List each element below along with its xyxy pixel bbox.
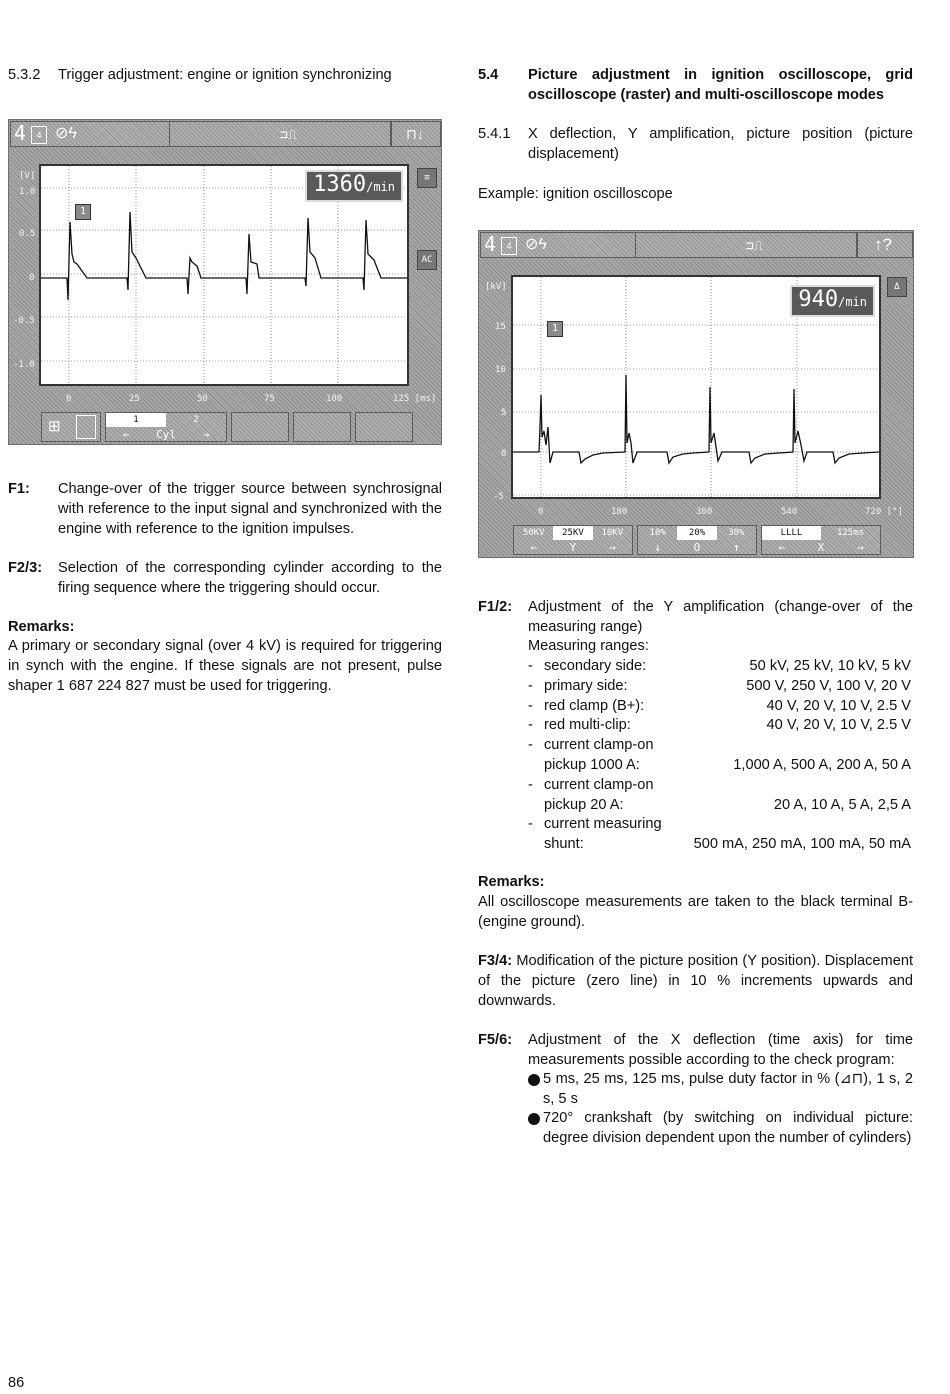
left-f23-label: F2/3: xyxy=(8,560,43,576)
right-f34-paragraph xyxy=(478,952,913,1011)
range-name-line1: current measuring xyxy=(544,816,662,833)
x-mode-125ms[interactable]: 125ms xyxy=(836,528,865,538)
left-scope-cyl-count: 4 xyxy=(14,121,27,145)
left-f1-text: Change-over of the trigger source between synchrosignal with reference to the input signal and synchronized with the engine with reference to the ignition impulses. xyxy=(58,481,442,537)
range-row xyxy=(528,716,911,736)
range-value: 40 V, 20 V, 10 V, 2.5 V xyxy=(766,717,911,734)
right-x-tick-3: 540 xyxy=(781,507,798,517)
range-row xyxy=(528,796,911,816)
right-f12-text: Adjustment of the Y amplification (change-over of the measuring range) xyxy=(528,599,913,635)
right-y-tick-2: 5 xyxy=(501,408,507,418)
left-remarks-text: A primary or secondary signal (over 4 kV) is required for triggering in synch with the engine. If these signals are not present, pulse shaper 1 687 224 827 must be used for triggering. xyxy=(8,638,442,694)
x-key-bottom xyxy=(762,541,880,555)
y-amplification-key[interactable] xyxy=(513,525,633,555)
right-section-title: Picture adjustment in ignition oscilloscope, grid oscilloscope (raster) and multi-oscilloscope modes xyxy=(528,67,913,103)
range-dash: - xyxy=(528,816,533,833)
waveform-mode-icon: ⊐⎍ xyxy=(280,128,297,143)
range-row xyxy=(528,815,911,835)
range-row xyxy=(528,835,911,855)
right-scope-side-icon: Δ xyxy=(887,277,907,297)
x-key-top xyxy=(762,526,880,540)
cyl-key-2[interactable]: 2 xyxy=(193,415,199,425)
left-rpm-unit: /min xyxy=(366,180,395,194)
right-y-tick-1: 10 xyxy=(495,365,506,375)
left-x-tick-1: 25 xyxy=(129,394,140,404)
left-x-tick-3: 75 xyxy=(264,394,275,404)
range-row xyxy=(528,756,911,776)
o-offset-20[interactable]: 20% xyxy=(677,526,716,540)
range-name-line2: pickup 20 A: xyxy=(544,796,624,813)
range-value: 1,000 A, 500 A, 200 A, 50 A xyxy=(733,756,911,773)
cyl-key-1[interactable]: 1 xyxy=(106,413,166,427)
y-key-bottom xyxy=(514,541,632,555)
right-scope-top-bar xyxy=(479,231,913,259)
raster-mode-key[interactable] xyxy=(41,412,101,442)
right-f56-bullet-1 xyxy=(528,1070,913,1110)
right-sub-title: X deflection, Y amplification, picture position (picture displacement) xyxy=(528,126,913,162)
o-label: O xyxy=(693,541,701,554)
right-section-number: 5.4 xyxy=(478,67,499,83)
raster-icon: ⊞ xyxy=(48,418,61,435)
right-example-label: Example: ignition oscilloscope xyxy=(478,186,673,202)
right-scope-help-cell xyxy=(857,232,913,258)
x-deflection-key[interactable] xyxy=(761,525,881,555)
right-y-tick-0: 15 xyxy=(495,322,506,332)
left-y-tick-2: 0 xyxy=(29,273,35,283)
o-offset-30[interactable]: 30% xyxy=(728,528,745,538)
o-key-top xyxy=(638,526,756,540)
range-row xyxy=(528,736,911,756)
y-range-25kv[interactable]: 25KV xyxy=(553,526,592,540)
bullet-text: 720° crankshaft (by switching on individual picture: degree division dependent upon the number of cylinders) xyxy=(543,1110,913,1146)
y-range-50kv[interactable]: 50KV xyxy=(522,528,545,538)
range-row xyxy=(528,677,911,697)
range-dash: - xyxy=(528,776,533,793)
cylinder-select-key[interactable] xyxy=(105,412,227,442)
left-scope-cylinder-marker: 1 xyxy=(75,204,91,220)
right-oscilloscope-screen xyxy=(478,230,914,558)
left-y-tick-1: 0.5 xyxy=(19,229,36,239)
right-scope-mode-cell xyxy=(635,232,857,258)
empty-key-2[interactable] xyxy=(293,412,351,442)
range-value: 500 mA, 250 mA, 100 mA, 50 mA xyxy=(693,836,911,853)
cyl-key-top xyxy=(106,413,226,427)
left-scope-cyl-sub: 4 xyxy=(31,126,47,144)
help-icon: ↑? xyxy=(874,235,892,254)
left-scope-top-bar xyxy=(9,120,441,148)
range-value: 50 kV, 25 kV, 10 kV, 5 kV xyxy=(749,658,911,674)
y-right-arrow[interactable]: → xyxy=(609,541,616,554)
o-key-bottom xyxy=(638,541,756,555)
left-remarks-heading: Remarks: xyxy=(8,619,75,635)
left-section-heading xyxy=(8,66,448,86)
x-left-arrow[interactable]: ← xyxy=(778,541,785,554)
measuring-ranges-list xyxy=(528,657,911,855)
y-label: Y xyxy=(569,541,577,554)
cyl-prev-arrow[interactable]: ← xyxy=(122,428,130,441)
x-mode-raster[interactable]: LLLL xyxy=(762,526,821,540)
x-right-arrow[interactable]: → xyxy=(857,541,864,554)
right-x-tick-0: 0 xyxy=(538,507,544,517)
right-f34-text: Modification of the picture position (Y position). Displacement of the picture (zero line) in 10 % increments upwards and downwards. xyxy=(478,953,913,1009)
right-remarks-heading: Remarks: xyxy=(478,874,545,890)
page-number: 86 xyxy=(8,1375,25,1391)
range-dash: - xyxy=(528,737,533,754)
range-row xyxy=(528,776,911,796)
left-y-tick-3: -0.5 xyxy=(13,316,35,326)
y-key-top xyxy=(514,526,632,540)
left-x-tick-2: 50 xyxy=(197,394,208,404)
left-scope-rpm-display xyxy=(305,170,403,202)
right-remarks-text: All oscilloscope measurements are taken to the black terminal B- (engine ground). xyxy=(478,894,913,930)
range-name-line1: current clamp-on xyxy=(544,776,654,793)
trigger-icon: ⊓↓ xyxy=(406,126,424,142)
left-x-tick-5: 125 [ms] xyxy=(393,394,437,404)
range-dash: - xyxy=(528,677,533,694)
range-row xyxy=(528,657,911,677)
range-name-line2: shunt: xyxy=(544,836,584,853)
right-f56-text: Adjustment of the X deflection (time axis) for time measurements possible according to the check program: xyxy=(528,1032,913,1068)
right-x-tick-1: 180 xyxy=(611,507,628,517)
left-y-tick-4: -1.0 xyxy=(13,360,35,370)
x-label: X xyxy=(817,541,825,554)
range-dash: - xyxy=(528,717,533,734)
right-rpm-unit: /min xyxy=(838,295,867,309)
range-name: secondary side: xyxy=(544,658,647,674)
o-offset-10[interactable]: 10% xyxy=(649,528,666,538)
left-section-title: Trigger adjustment: engine or ignition synchronizing xyxy=(58,67,392,83)
o-up-arrow[interactable]: ↑ xyxy=(733,541,740,554)
right-f12-label: F1/2: xyxy=(478,599,513,615)
left-y-unit: [V] xyxy=(19,171,36,181)
range-value: 500 V, 250 V, 100 V, 20 V xyxy=(746,677,911,694)
left-scope-mode-cell xyxy=(169,121,391,147)
left-rpm-value: 1360 xyxy=(313,172,367,197)
right-f56-label: F5/6: xyxy=(478,1032,513,1048)
o-down-arrow[interactable]: ↓ xyxy=(654,541,661,554)
range-dash: - xyxy=(528,697,533,714)
range-dash: - xyxy=(528,658,533,674)
range-name-line1: current clamp-on xyxy=(544,737,654,754)
right-scope-cyl-cell xyxy=(480,232,636,258)
range-row xyxy=(528,697,911,717)
left-scope-trig-cell xyxy=(391,121,441,147)
bullet-icon xyxy=(528,1113,540,1125)
right-scope-rpm-display xyxy=(790,285,875,317)
empty-key-1[interactable] xyxy=(231,412,289,442)
right-f56-bullet-2 xyxy=(528,1109,913,1149)
left-x-tick-4: 100 xyxy=(326,394,343,404)
range-value: 20 A, 10 A, 5 A, 2,5 A xyxy=(773,796,911,813)
empty-key-3[interactable] xyxy=(355,412,413,442)
right-scope-cyl-sub: 4 xyxy=(501,237,517,255)
left-scope-side-icon: AC xyxy=(417,250,437,270)
right-scope-cylinder-marker: 1 xyxy=(547,321,563,337)
right-x-tick-2: 360 xyxy=(696,507,713,517)
left-section-number: 5.3.2 xyxy=(8,67,41,83)
right-waveform-mode-icon: ⊐⎍ xyxy=(746,239,763,254)
right-y-tick-4: -5 xyxy=(493,492,504,502)
battery-icon: ≡ xyxy=(417,168,437,188)
right-scope-plot-area xyxy=(511,275,881,499)
cyl-next-arrow[interactable]: → xyxy=(202,428,210,441)
meter-icon xyxy=(76,415,96,439)
y-left-arrow[interactable]: ← xyxy=(530,541,537,554)
range-value: 40 V, 20 V, 10 V, 2.5 V xyxy=(766,697,911,714)
right-y-tick-3: 0 xyxy=(501,449,507,459)
bullet-text: 5 ms, 25 ms, 125 ms, pulse duty factor in % (⊿⊓), 1 s, 2 s, 5 s xyxy=(543,1071,913,1107)
left-f1-label: F1: xyxy=(8,481,30,497)
left-y-tick-0: 1.0 xyxy=(19,187,36,197)
cyl-label: Cyl xyxy=(156,428,176,441)
ignition-icon: ⊘ϟ xyxy=(55,125,77,142)
range-name: primary side: xyxy=(544,677,628,694)
left-scope-cyl-cell xyxy=(10,121,170,147)
bullet-icon xyxy=(528,1074,540,1086)
range-name: red clamp (B+): xyxy=(544,697,645,714)
right-scope-cyl-count: 4 xyxy=(484,232,497,256)
picture-position-key[interactable] xyxy=(637,525,757,555)
left-x-tick-0: 0 xyxy=(66,394,72,404)
cyl-key-bottom xyxy=(106,428,226,442)
right-y-unit: [kV] xyxy=(485,282,507,292)
right-sub-number: 5.4.1 xyxy=(478,126,511,142)
left-oscilloscope-screen xyxy=(8,119,442,445)
left-scope-plot-area xyxy=(39,164,409,386)
right-f34-label: F3/4: xyxy=(478,953,513,969)
range-name: red multi-clip: xyxy=(544,717,631,734)
y-range-10kv[interactable]: 10KV xyxy=(601,528,624,538)
left-f23-text: Selection of the corresponding cylinder according to the firing sequence where the triggering should occur. xyxy=(58,560,442,596)
right-ignition-icon: ⊘ϟ xyxy=(525,236,547,253)
range-name-line2: pickup 1000 A: xyxy=(544,756,640,773)
measuring-ranges-label: Measuring ranges: xyxy=(528,638,649,654)
right-rpm-value: 940 xyxy=(798,287,839,312)
right-x-tick-4: 720 [°] xyxy=(865,507,903,517)
